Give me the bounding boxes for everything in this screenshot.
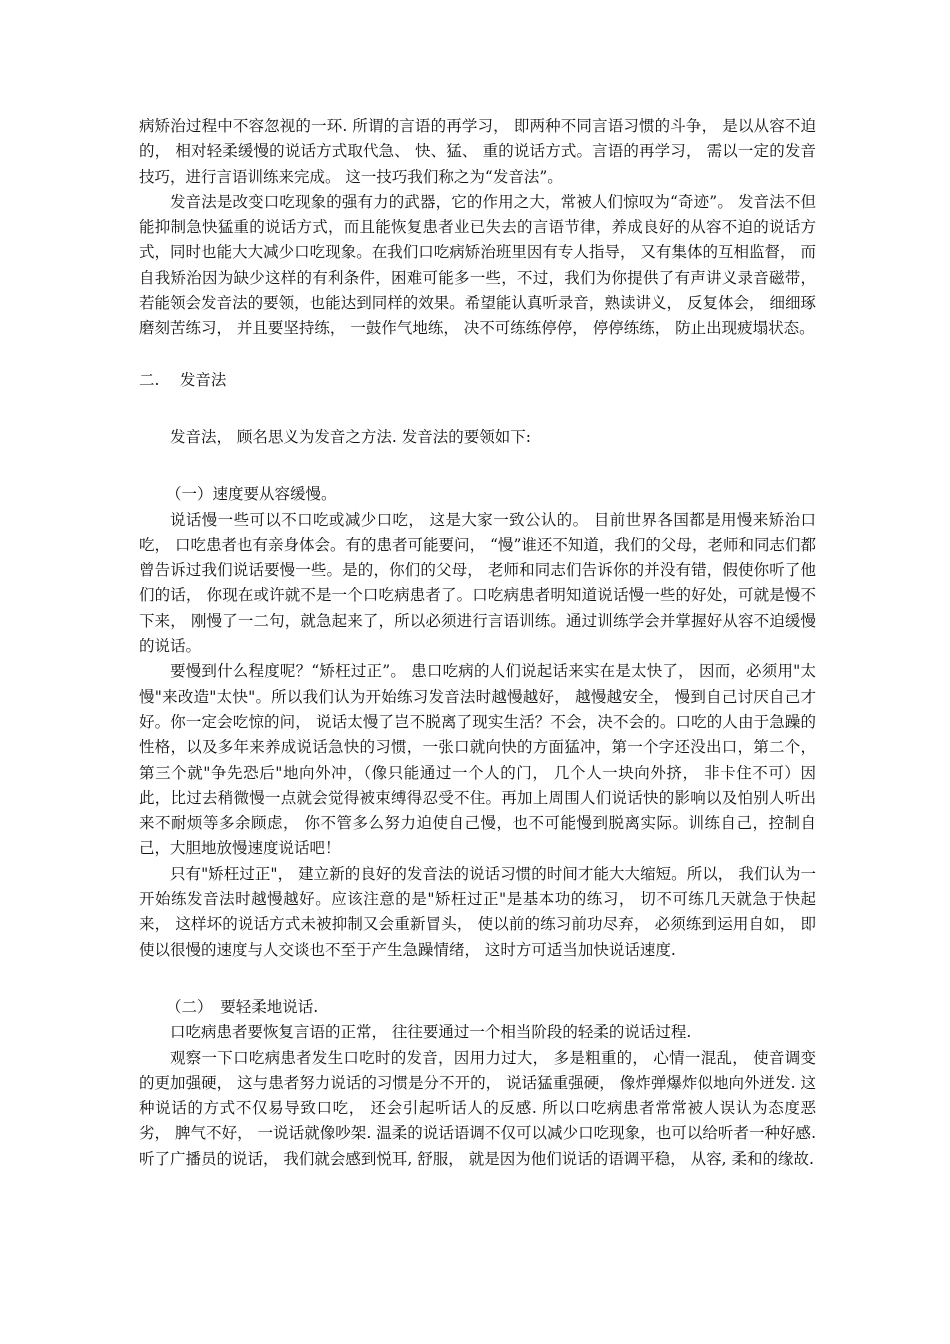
paragraph-speech-relearning: 病矫治过程中不容忽视的一环. 所谓的言语的再学习， 即两种不同言语习惯的斗争， 是以从容不迫的， 相对轻柔缓慢的说话方式取代急、 快、猛、 重的说话方式。言语的再学习， 需以一定的发音技巧，进行言语训练来完成。 这一技巧我们称之为“发音法”。 [139, 117, 816, 186]
paragraph-pronunciation-method-intro: 发音法是改变口吃现象的强有力的武器，它的作用之大，常被人们惊叹为“奇迹”。 发音法不但能抑制急快猛重的说话方式，而且能恢复患者业已失去的言语节律，养成良好的从容不迫的说话方式，同时也能大大减少口吃现象。在我们口吃病矫治班里因有专人指导， 又有集体的互相监督， 而自我矫治因为缺少这样的有利条件，困难可能多一些，不过，我们为你提供了有声讲义录音磁带，若能领会发音法的要领，也能达到同样的效果。希望能认真听录音，熟读讲义， 反复体会， 细细琢磨刻苦练习， 并且要坚持练， 一鼓作气地练， 决不可练练停停， 停停练练， 防止出现疲塌状态。 [139, 192, 816, 338]
paragraph-slow-speech: 说话慢一些可以不口吃或减少口吃， 这是大家一致公认的。 目前世界各国都是用慢来矫治口吃， 口吃患者也有亲身体会。有的患者可能要问， “慢”谁还不知道，我们的父母，老师和同志们都曾告诉过我们说话要慢一些。是的，你们的父母， 老师和同志们告诉你的并没有错，假使你听了他们的话， 你现在或许就不是一个口吃病患者了。口吃病患者明知道说话慢一些的好处，可就是慢不下来， 刚慢了一二句，就急起来了，所以必须进行言语训练。通过训练学会并掌握好从容不迫缓慢的说话。 [139, 510, 816, 656]
spacer [139, 450, 816, 482]
paragraph-method-essentials: 发音法， 顾名思义为发音之方法. 发音法的要领如下: [170, 427, 532, 446]
spacer [139, 963, 816, 995]
spacer [139, 342, 816, 368]
paragraph-gentle-intro: 口吃病患者要恢复言语的正常， 往往要通过一个相当阶段的轻柔的说话过程. [170, 1023, 692, 1042]
paragraph-overcorrection: 只有"矫枉过正"， 建立新的良好的发音法的说话习惯的时间才能大大缩短。所以， 我们认为一开始练发音法时越慢越好。应该注意的是"矫枉过正"是基本功的练习， 切不可练几天就急于快起来， 这样坏的说话方式未被抑制又会重新冒头， 使以前的练习前功尽弃， 必须练到运用自如， 即使以很慢的速度与人交谈也不至于产生急躁情绪， 这时方可适当加快说话速度. [139, 864, 816, 959]
paragraph-observe-stutter: 观察一下口吃病患者发生口吃时的发音，因用力过大， 多是粗重的， 心情一混乱， 使音调变的更加强硬， 这与患者努力说话的习惯是分不开的， 说话猛重强硬， 像炸弹爆炸似地向外迸发. 这种说话的方式不仅易导致口吃， 还会引起听话人的反感. 所以口吃病患者常常被人误认为态度恶劣， 脾气不好， 一说话就像吵架. 温柔的说话语调不仅可以减少口吃现象，也可以给听者一种好感. 听了广播员的说话， 我们就会感到悦耳, 舒服， 就是因为他们说话的语调平稳， 从容, 柔和的缘故. [139, 1048, 816, 1168]
subheading-speed: （一）速度要从容缓慢。 [166, 485, 337, 504]
paragraph-how-slow: 要慢到什么程度呢？“矫枉过正”。 患口吃病的人们说起话来实在是太快了， 因而，必须用"太慢"来改造"太快"。所以我们认为开始练习发音法时越慢越好， 越慢越安全， 慢到自己讨厌自己才好。你一定会吃惊的问， 说话太慢了岂不脱离了现实生活？不会，决不会的。口吃的人由于急躁的性格，以及多年来养成说话急快的习惯，一张口就向快的方面猛冲，第一个字还没出口，第二个， 第三个就"争先恐后"地向外冲，（像只能通过一个人的门， 几个人一块向外挤， 非卡住不可）因此，比过去稍微慢一点就会觉得被束缚得忍受不住。再加上周围人们说话快的影响以及怕别人听出来不耐烦等多余顾虑， 你不管多么努力迫使自己慢，也不可能慢到脱离实际。训练自己，控制自己，大胆地放慢速度说话吧！ [139, 662, 816, 858]
document-page [139, 114, 816, 1172]
section-heading: 二. 发音法 [139, 370, 227, 389]
subheading-gentle-speech: （二） 要轻柔地说话. [166, 997, 319, 1016]
spacer [139, 393, 816, 425]
